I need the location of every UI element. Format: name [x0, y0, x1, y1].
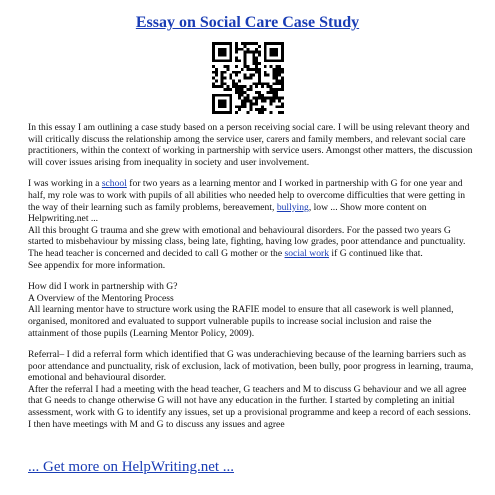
meeting-paragraph: After the referral I had a meeting with the head teacher, G teachers and M to discuss G behaviour and we all agree that G needs to change otherwise G will not have any education in the further. I started by completing an initial assessment, work with G to identify any issues, set up a provisional programme and keep a record of each sessions. I then have meetings with M and G to discuss any issues and agree [28, 383, 471, 430]
bullying-link[interactable]: bullying [276, 201, 309, 213]
paragraph-trauma [28, 225, 474, 260]
social-work-link[interactable]: social work [284, 247, 330, 259]
rafie-paragraph: All learning mentor have to structure work using the RAFIE model to ensure that all casework is well planned, organised, monitored and evaluated to support vulnerable pupils to increase social inclusion and raise the attainment of those pupils (Learning Mentor Policy, 2009). [28, 304, 454, 339]
paragraph-text: I was working in a [28, 178, 102, 190]
intro-paragraph: In this essay I am outlining a case study based on a person receiving social care. I will be using relevant theory and will critically discuss the relationship among the service user, carers and family members, and relevant social care practitioners, within the context of working in partnership with service users. Amongst other matters, the discussion will cover issues arising from inequality in society and user involvement. [28, 122, 473, 168]
partnership-question: How did I work in partnership with G? [28, 281, 178, 293]
paragraph-text: if G continued like that. [329, 247, 423, 259]
section-heading: A Overview of the Mentoring Process [28, 292, 174, 304]
paragraph-school [28, 178, 474, 224]
appendix-note: See appendix for more information. [28, 259, 166, 271]
paragraph-text: , low ... Show more content on Helpwriting.net ... [28, 201, 427, 225]
referral-paragraph: Referral– I did a referral form which identified that G was underachieving because of the learning barriers such as poor attendance and punctuality, risk of exclusion, lack of motivation, been bully, poor progress in learning, trauma, emotional and behavioural disorder. [28, 349, 474, 384]
get-more-link[interactable]: ... Get more on HelpWriting.net ... [28, 459, 235, 475]
page-title[interactable]: Essay on Social Care Case Study [135, 14, 360, 31]
qr-code-icon [212, 42, 284, 114]
school-link[interactable]: school [101, 178, 127, 190]
essay-body [28, 122, 474, 430]
paragraph-text: All this brought G trauma and she grew with emotional and behavioural disorders. For the passed two years G started to misbehaviour by missing class, being late, fighting, having low grades, poor attendance and punctuality. The head teacher is concerned and decided to call G mother or the [28, 224, 466, 259]
paragraph-text: for two years as a learning mentor and I worked in partnership with G for one year and half, my role was to work with pupils of all abilities who needed help to overcome difficulties that were getting in the way of their learning such as family problems, bereavement, [28, 178, 466, 213]
